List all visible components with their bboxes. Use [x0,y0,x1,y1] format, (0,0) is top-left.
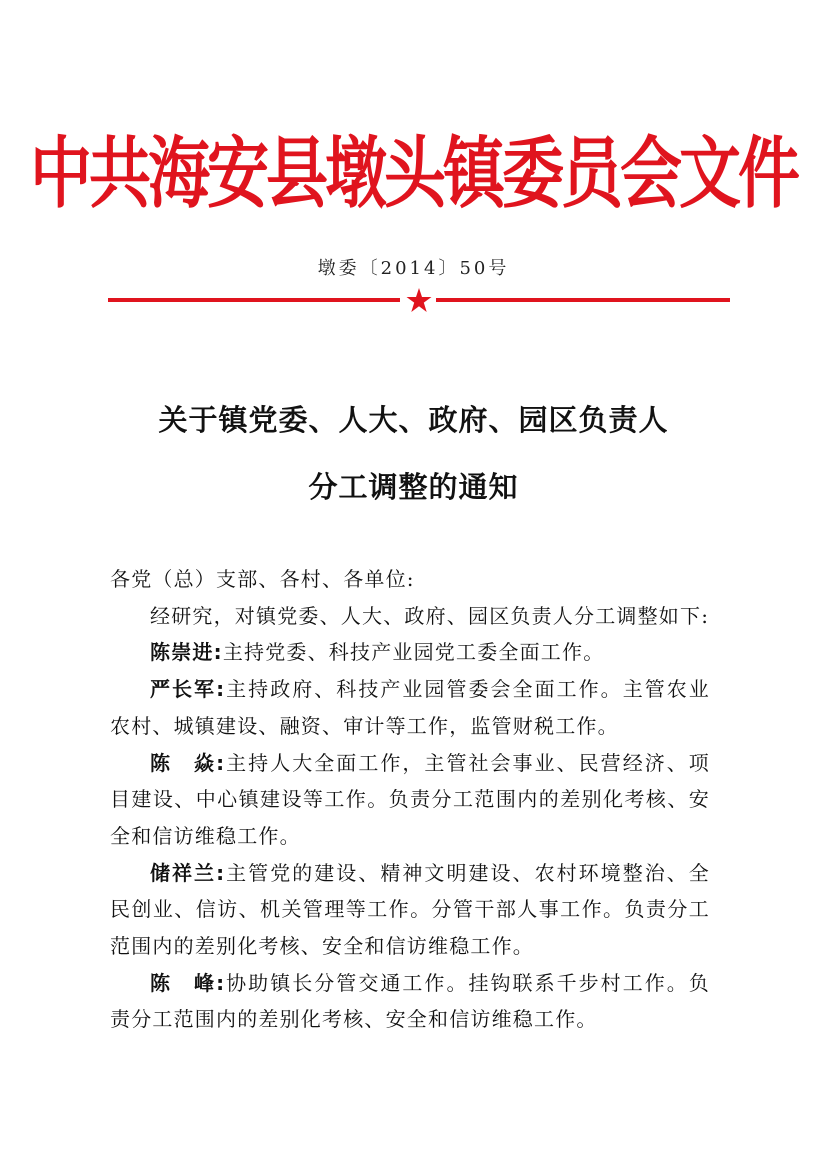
salutation: 各党（总）支部、各村、各单位: [110,567,415,591]
document-header-title: 中共海安县墩头镇委员会文件 [29,127,797,219]
official-name: 陈崇进: [150,640,223,665]
assignment-paragraph [110,634,710,671]
official-name: 储祥兰: [150,860,226,885]
official-duty: 协助镇长分管交通工作。挂钩联系千步村工作。负责分工范围内的差别化考核、安全和信访维稳工作。 [110,970,710,1032]
intro-paragraph: 经研究，对镇党委、人大、政府、园区负责人分工调整如下: [150,603,710,628]
header-divider-left [108,298,400,302]
header-divider-right [436,298,730,302]
official-duty: 主管党的建设、精神文明建设、农村环境整治、全民创业、信访、机关管理等工作。分管干部人事工作。负责分工范围内的差别化考核、安全和信访维稳工作。 [110,860,710,959]
notice-title-line-2: 分工调整的通知 [308,470,519,504]
document-body [110,561,710,1038]
assignment-paragraph [110,855,710,965]
official-name: 陈 峰: [150,970,226,995]
official-name: 陈 焱: [150,750,226,775]
official-name: 严长军: [150,677,226,702]
assignment-paragraph [110,745,710,855]
official-duty: 主持党委、科技产业园党工委全面工作。 [222,640,605,665]
notice-title-line-1: 关于镇党委、人大、政府、园区负责人 [158,403,669,437]
official-duty: 主持政府、科技产业园管委会全面工作。主管农业农村、城镇建设、融资、审计等工作，监管财税工作。 [110,677,710,738]
assignment-paragraph [110,965,710,1038]
official-duty: 主持人大全面工作，主管社会事业、民营经济、项目建设、中心镇建设等工作。负责分工范围内的差别化考核、安全和信访维稳工作。 [110,750,710,848]
red-star-icon [406,287,432,313]
assignment-paragraph [110,671,710,744]
document-number: 墩委〔2014〕50号 [317,258,510,279]
